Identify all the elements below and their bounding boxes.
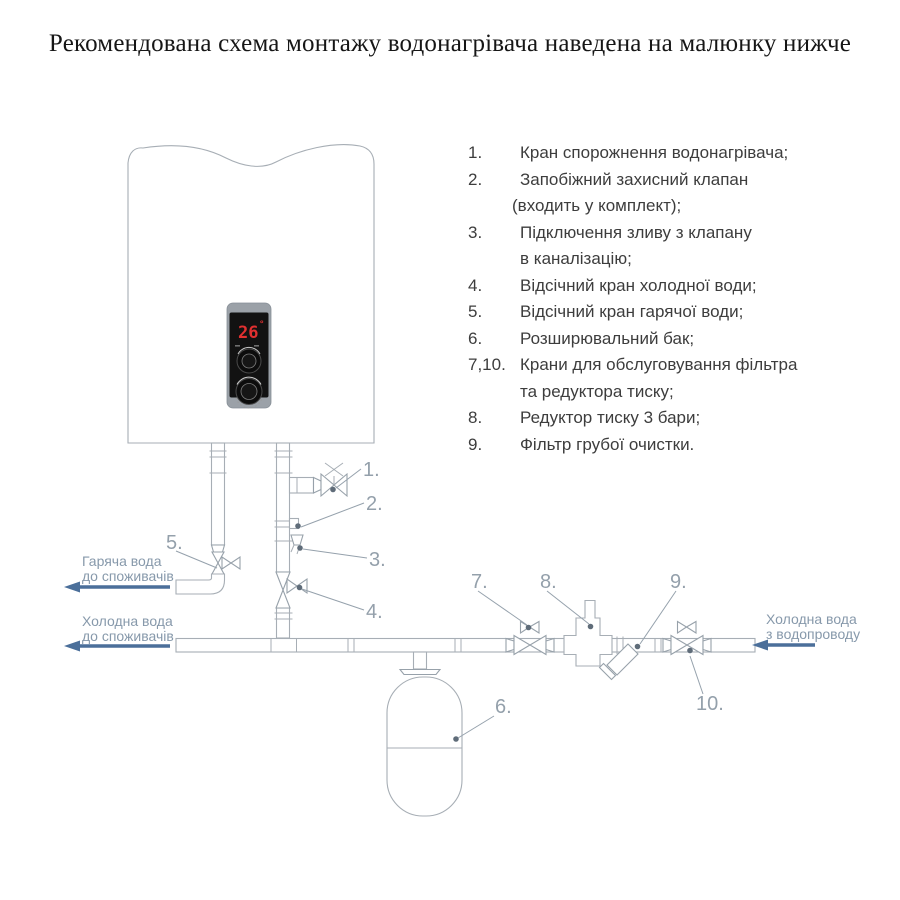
hot-water-elbow: [176, 574, 225, 594]
legend-item-text-cont: в каналізацію;: [520, 249, 632, 268]
legend-item-text: Відсічний кран холодної води;: [520, 275, 757, 295]
callout-10: 10.: [696, 693, 724, 715]
expansion-tank-6: [387, 652, 462, 816]
legend-item-number: 5.: [468, 302, 483, 321]
cold-water-out-label-line1: Холодна вода: [82, 613, 173, 629]
legend-item-number: 2.: [468, 169, 483, 189]
temperature-unit: °: [259, 320, 265, 330]
legend-item-number: 4.: [468, 275, 483, 295]
legend-item-text: Крани для обслуговування фільтра: [520, 355, 798, 374]
legend-item-text-cont: (входить у комплект);: [512, 196, 682, 215]
callout-9: 9.: [670, 571, 687, 593]
cold-water-in-label-line1: Холодна вода: [766, 611, 857, 627]
callout-3: 3.: [369, 549, 386, 571]
legend-item-text-cont: та редуктора тиску;: [520, 381, 674, 401]
legend-item-text: Фільтр грубої очистки.: [520, 434, 695, 454]
hot-water-pipe: [176, 443, 240, 594]
legend-item-number: 6.: [468, 328, 483, 348]
drain-valve-1: [290, 463, 348, 496]
hot-water-shutoff-valve-5: [212, 552, 240, 574]
safety-valve-2: [290, 519, 301, 529]
callout-2: 2.: [366, 493, 383, 515]
cold-water-riser: [275, 443, 348, 638]
hot-water-out-label-line2: до споживачів: [82, 568, 174, 584]
heater-control-panel: [227, 303, 271, 408]
legend-item-number: 9.: [468, 434, 483, 454]
legend-item-number: 3.: [468, 222, 483, 242]
cold-water-in-label-line2: з водопроводу: [766, 626, 861, 642]
legend-item-text: Розширювальний бак;: [520, 328, 695, 348]
cold-water-main-line: [176, 601, 755, 680]
legend-item-text: Запобіжний захисний клапан: [520, 169, 749, 189]
sewer-drain-connection-3: [291, 535, 303, 554]
panel-indicator-mark: [254, 345, 259, 347]
callout-6: 6.: [495, 696, 512, 718]
legend-item-text: Підключення зливу з клапану: [520, 222, 752, 242]
cold-water-out-label-line2: до споживачів: [82, 628, 174, 644]
callout-7: 7.: [471, 571, 488, 593]
hot-water-out-label-line1: Гаряча вода: [82, 553, 162, 569]
legend-item-number: 7,10.: [468, 355, 506, 374]
legend-item-text: Відсічний кран гарячої води;: [520, 302, 744, 321]
cold-water-shutoff-valve-4: [276, 572, 307, 608]
legend-item-text: Редуктор тиску 3 бари;: [520, 408, 701, 427]
page-title: Рекомендована схема монтажу водонагрівача наведена на малюнку нижче: [48, 30, 852, 57]
callout-8: 8.: [540, 571, 557, 593]
callout-1: 1.: [363, 459, 380, 481]
panel-indicator-mark: [235, 345, 240, 347]
callout-4: 4.: [366, 601, 383, 623]
temperature-display: 26: [238, 323, 259, 343]
legend-item-text: Кран спорожнення водонагрівача;: [520, 143, 789, 162]
legend-item-number: 1.: [468, 143, 483, 162]
callout-5: 5.: [166, 532, 183, 554]
legend-item-number: 8.: [468, 408, 483, 427]
